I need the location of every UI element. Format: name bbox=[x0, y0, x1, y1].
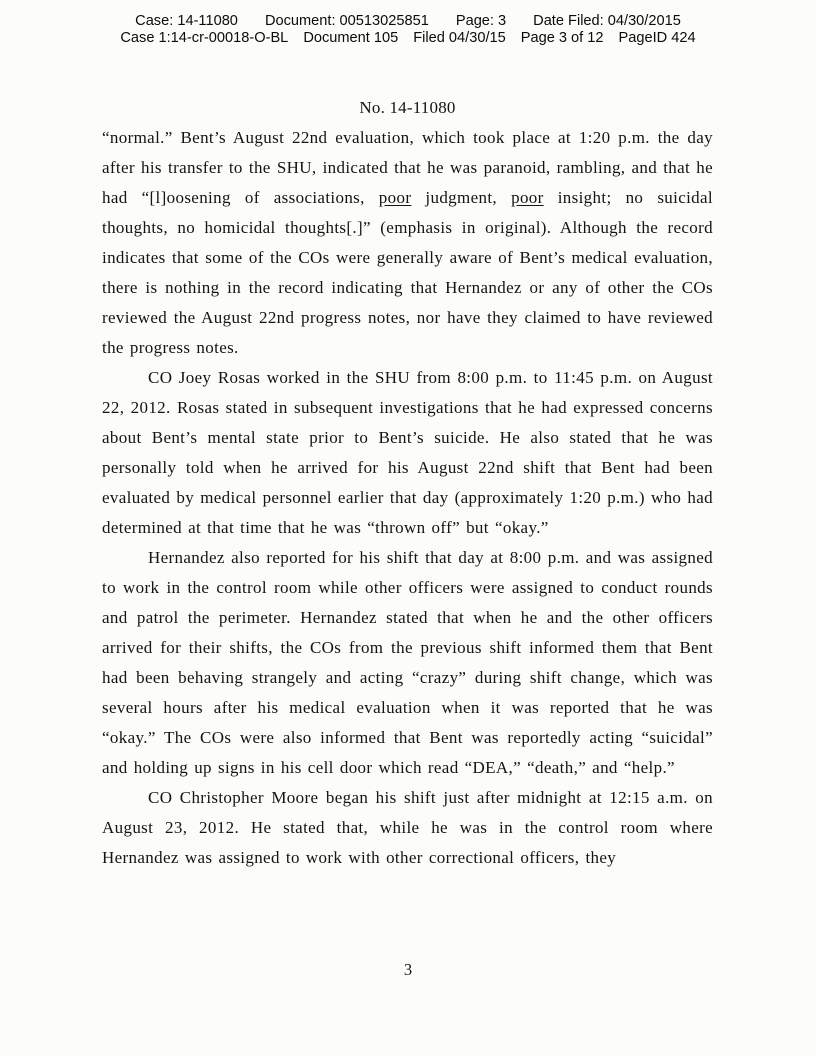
paragraph-2: CO Joey Rosas worked in the SHU from 8:00 p.m. to 11:45 p.m. on August 22, 2012. Rosas stated in subsequent investigations that he had expressed concerns about Bent’s mental state prior to Bent’s suicide. He also stated that he was personally told when he arrived for his August 22nd shift that Bent had been evaluated by medical personnel earlier that day (approximately 1:20 p.m.) who had determined at that time that he was “thrown off” but “okay.” bbox=[102, 368, 713, 537]
underlined-word-poor-1: poor bbox=[378, 188, 412, 207]
paragraph-1-text: insight; no suicidal thoughts, no homicidal thoughts[.]” (emphasis in original). Although the record indicates that some of the COs were generally aware of Bent’s medical evaluation, there is nothing in the record indicating that Hernandez or any of other the COs reviewed the August 22nd progress notes, nor have they claimed to have reviewed the progress notes. bbox=[102, 188, 713, 357]
stamp-district-document-number: Document 105 bbox=[303, 30, 399, 46]
document-body bbox=[102, 93, 713, 873]
district-stamp-line bbox=[0, 30, 816, 47]
stamp-date-filed: Date Filed: 04/30/2015 bbox=[533, 13, 681, 29]
paragraph-1-text: “normal.” Bent’s August 22nd evaluation, which took place at 1:20 p.m. the day after his transfer to the SHU, indicated that he was paranoid, rambling, and that he had “[l]oosening of associations, bbox=[102, 128, 713, 207]
court-stamp-header bbox=[0, 0, 816, 47]
stamp-case-number: Case: 14-11080 bbox=[135, 13, 238, 29]
paragraph-3: Hernandez also reported for his shift that day at 8:00 p.m. and was assigned to work in the control room while other officers were assigned to conduct rounds and patrol the perimeter. Hernandez stated that when he and the other officers arrived for their shifts, the COs from the previous shift informed them that Bent had been behaving strangely and acting “crazy” during shift change, which was several hours after his medical evaluation when it was reported that he was “okay.” The COs were also informed that Bent was reportedly acting “suicidal” and holding up signs in his cell door which read “DEA,” “death,” and “help.” bbox=[102, 548, 713, 777]
stamp-page-number: Page: 3 bbox=[455, 13, 507, 29]
stamp-document-number: Document: 00513025851 bbox=[264, 13, 429, 29]
paragraph-1-text: judgment, bbox=[411, 188, 512, 207]
paragraph-1 bbox=[102, 123, 713, 363]
underlined-word-poor-2: poor bbox=[511, 188, 544, 207]
page-number: 3 bbox=[403, 960, 413, 979]
stamp-district-filed-date: Filed 04/30/15 bbox=[413, 30, 506, 46]
appellate-stamp-line bbox=[0, 13, 816, 30]
case-number-heading: No. 14-11080 bbox=[359, 98, 456, 117]
stamp-district-pageid: PageID 424 bbox=[618, 30, 696, 46]
stamp-district-case-number: Case 1:14-cr-00018-O-BL bbox=[120, 30, 289, 46]
stamp-district-page-count: Page 3 of 12 bbox=[520, 30, 604, 46]
paragraph-4: CO Christopher Moore began his shift just after midnight at 12:15 a.m. on August 23, 2012. He stated that, while he was in the control room where Hernandez was assigned to work with other correctional officers, they bbox=[102, 788, 713, 867]
